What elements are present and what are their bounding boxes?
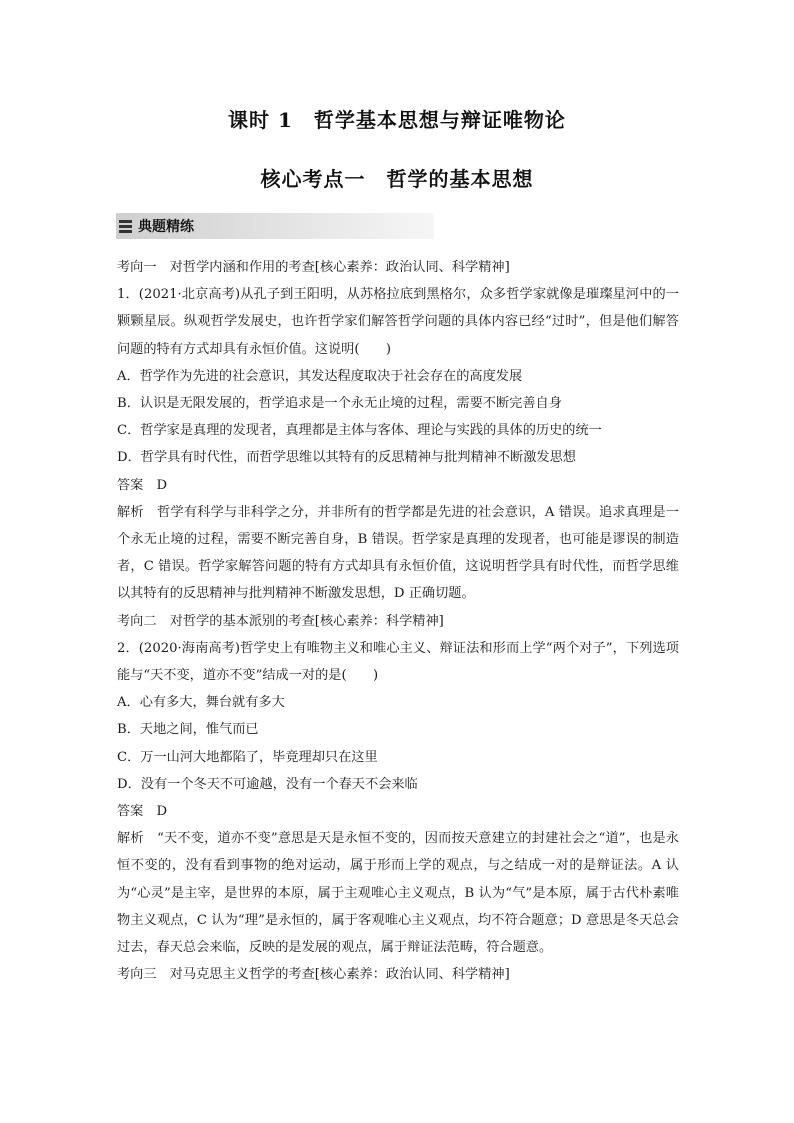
content-body <box>117 254 679 988</box>
lesson-title: 课时 1 哲学基本思想与辩证唯物论 <box>228 108 566 132</box>
question-2-analysis: 解析 “天不变，道亦不变”意思是天是永恒不变的，因而按天意建立的封建社会之“道”，也是永恒不变的，没有看到事物的绝对运动，属于形而上学的观点，与之结成一对的是辩证法。A 认为“心灵”是主宰，是世界的本原，属于主观唯心主义观点，B 认为“气”是本原，属于古代朴素唯物主义观点，C 认为“理”是永恒的，属于客观唯心主义观点，均不符合题意；D 意思是冬天总会过去，春天总会来临，反映的是发展的观点，属于辩证法范畴，符合题意。 <box>117 831 679 956</box>
direction-heading-2: 考向二 对哲学的基本派别的考查[核心素养：科学精神] <box>117 613 444 629</box>
section-header-bar <box>116 213 434 239</box>
question-2-option-b: B．天地之间，惟气而已 <box>117 722 259 738</box>
question-2-answer: 答案 D <box>117 804 168 820</box>
question-1-option-a: A．哲学作为先进的社会意识，其发达程度取决于社会存在的高度发展 <box>117 368 523 384</box>
question-2-option-d: D．没有一个冬天不可逾越，没有一个春天不会来临 <box>117 776 418 792</box>
question-2-option-a: A．心有多大，舞台就有多大 <box>117 695 285 711</box>
question-2-option-c: C．万一山河大地都陷了，毕竟理却只在这里 <box>117 749 378 765</box>
list-icon <box>119 220 132 233</box>
question-2-stem: 2．(2020·海南高考)哲学史上有唯物主义和唯心主义、辩证法和形而上学“两个对子”，下列选项能与“天不变，道亦不变”结成一对的是( ) <box>117 640 679 684</box>
section-title: 核心考点一 哲学的基本思想 <box>260 167 534 191</box>
question-1-option-b: B．认识是无限发展的，哲学追求是一个永无止境的过程，需要不断完善自身 <box>117 396 562 412</box>
question-1-analysis: 解析 哲学有科学与非科学之分，并非所有的哲学都是先进的社会意识，A 错误。追求真理是一个永无止境的过程，需要不断完善自身，B 错误。哲学家是真理的发现者，也可能是谬误的制造者，C 错误。哲学家解答问题的特有方式却具有永恒价值，这说明哲学具有时代性，而哲学思维以其特有的反思精神与批判精神不断激发思想，D 正确切题。 <box>117 504 679 602</box>
question-1-option-d: D．哲学具有时代性，而哲学思维以其特有的反思精神与批判精神不断激发思想 <box>117 450 576 466</box>
direction-heading-3: 考向三 对马克思主义哲学的考查[核心素养：政治认同、科学精神] <box>117 967 510 983</box>
question-1-answer: 答案 D <box>117 477 168 493</box>
question-1-option-c: C．哲学家是真理的发现者，真理都是主体与客体、理论与实践的具体的历史的统一 <box>117 423 602 439</box>
question-1-stem: 1．(2021·北京高考)从孔子到王阳明，从苏格拉底到黑格尔，众多哲学家就像是璀璨星河中的一颗颗星辰。纵观哲学发展史，也许哲学家们解答哲学问题的具体内容已经“过时”，但是他们解答问题的特有方式却具有永恒价值。这说明( ) <box>117 287 679 357</box>
direction-heading-1: 考向一 对哲学内涵和作用的考查[核心素养：政治认同、科学精神] <box>117 260 510 275</box>
section-header-label: 典题精练 <box>138 219 194 235</box>
